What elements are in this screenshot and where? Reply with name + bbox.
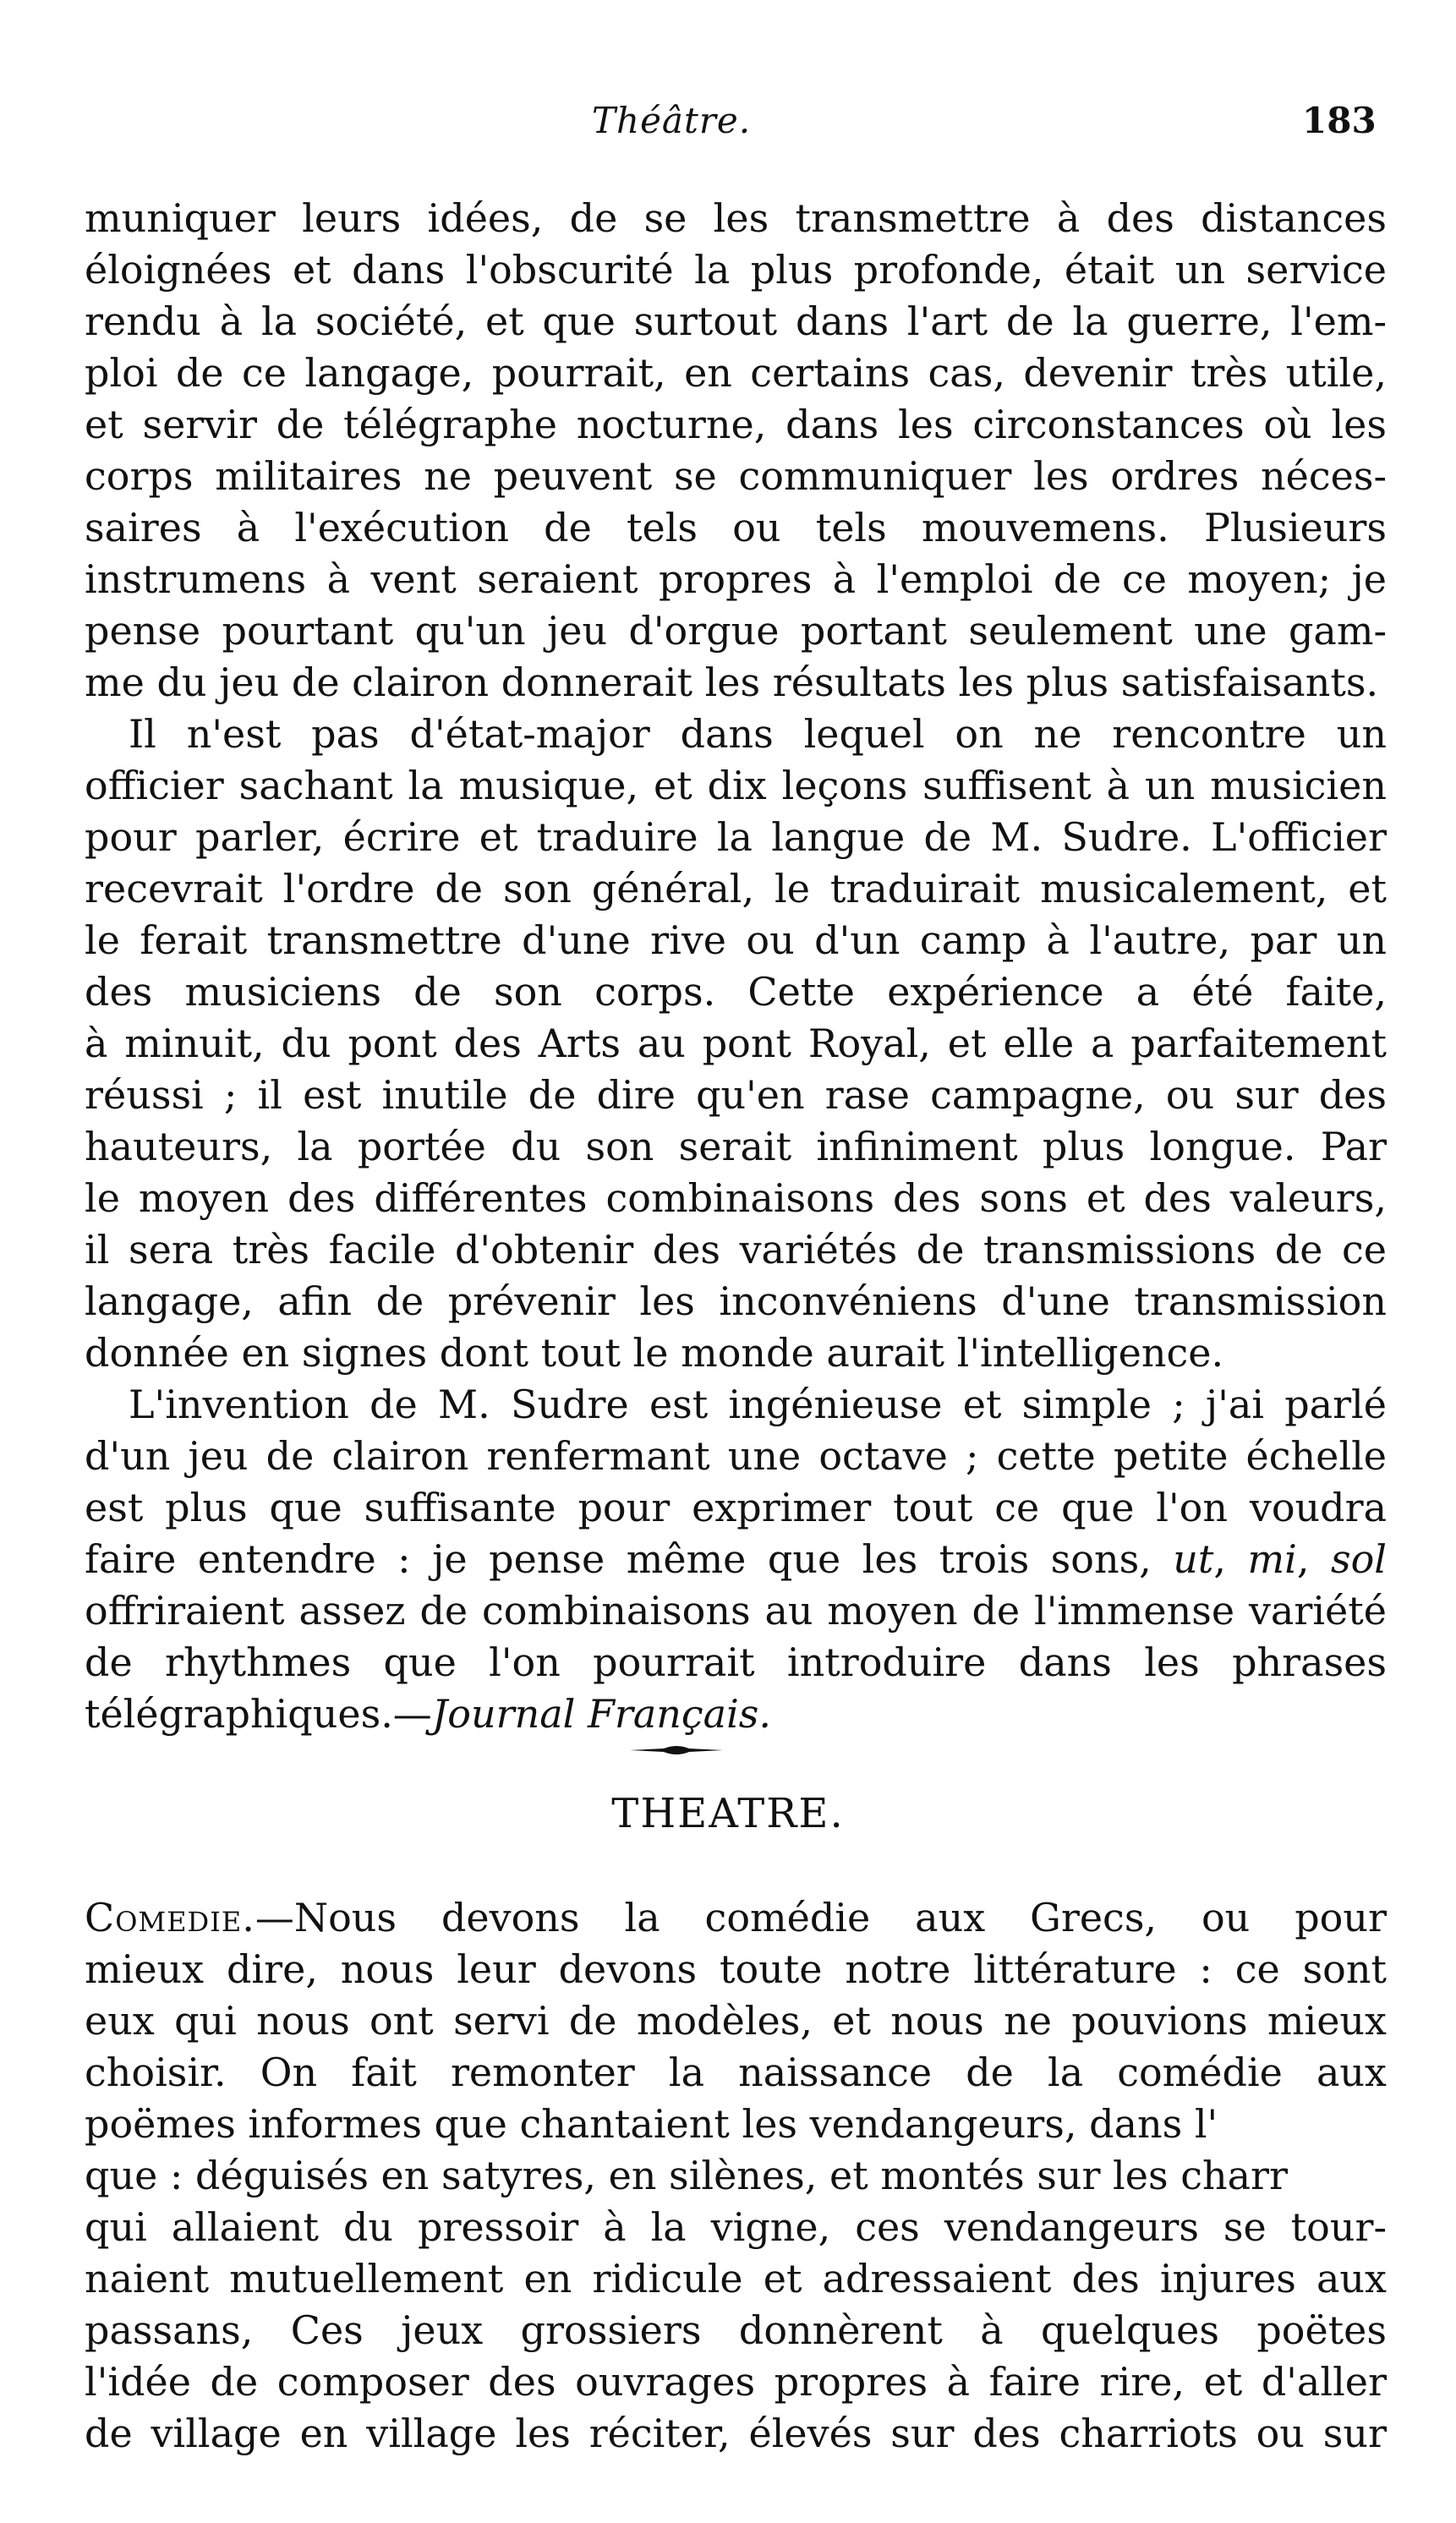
text-line: instrumens à vent seraient propres à l'emploi de ce moyen; je [85,556,1387,602]
text-line: d'un jeu de clairon renfermant une octave ; cette petite échelle [85,1433,1387,1479]
text-line: hauteurs, la portée du son serait infiniment plus longue. Par [85,1124,1387,1169]
text-line: que : déguisés en satyres, en silènes, et montés sur les charr [85,2153,1289,2198]
text-line: Il n'est pas d'état-major dans lequel on ne rencontre un [129,711,1387,757]
note-mi: mi [1247,1536,1297,1582]
text-line: des musiciens de son corps. Cette expérience a été faite, [85,969,1387,1015]
text-line-segment: faire entendre : je pense même que les trois sons, [85,1536,1152,1582]
text-line: ploi de ce langage, pourrait, en certains cas, devenir très utile, [85,350,1387,396]
text-line: est plus que suffisante pour exprimer tout ce que l'on voudra [85,1485,1387,1530]
text-line: éloignées et dans l'obscurité la plus profonde, était un service [85,247,1387,293]
text-line: langage, afin de prévenir les inconvéniens d'une transmission [85,1278,1387,1324]
text-line: de village en village les réciter, élevés sur des charriots ou sur [85,2411,1387,2456]
text-line: faire entendre : je pense même que les trois sons, ut, mi, sol [85,1536,1387,1582]
text-line: à minuit, du pont des Arts au pont Royal, et elle a parfaitement [85,1021,1387,1066]
text-line: pense pourtant qu'un jeu d'orgue portant seulement une gam- [85,608,1387,654]
note-sol: sol [1330,1536,1387,1582]
text-line: pour parler, écrire et traduire la langue de M. Sudre. L'officier [85,814,1387,860]
text-line-segment: —Nous devons la comédie aux Grecs, ou pour [255,1895,1387,1940]
text-line: mieux dire, nous leur devons toute notre littérature : ce sont [85,1946,1387,1992]
text-line: saires à l'exécution de tels ou tels mouvemens. Plusieurs [85,505,1387,550]
text-line: corps militaires ne peuvent se communiquer les ordres néces- [85,453,1387,499]
text-line-segment: télégraphiques.— [85,1691,432,1737]
text-line [85,1892,1387,1944]
text-line: offriraient assez de combinaisons au moyen de l'immense variété [85,1588,1387,1634]
text-line: le ferait transmettre d'une rive ou d'un camp à l'autre, par un [85,917,1387,963]
text-line: muniquer leurs idées, de se les transmettre à des distances [85,195,1387,241]
body-text-section-2 [85,1892,1387,2460]
source-citation: Journal Français. [431,1691,772,1737]
text-line: choisir. On fait remonter la naissance de la comédie aux [85,2050,1387,2095]
text-line: passans, Ces jeux grossiers donnèrent à quelques poëtes [85,2307,1387,2353]
page-number: 183 [1302,100,1377,141]
text-line [85,1688,1387,1740]
note-ut: ut [1173,1536,1214,1582]
section-heading: THEATRE. [611,1790,845,1837]
text-line: poëmes informes que chantaient les vendangeurs, dans l' [85,2101,1218,2147]
ornamental-rule-icon [630,1742,723,1759]
text-line: et servir de télégraphe nocturne, dans les circonstances où les [85,402,1387,447]
running-title: Théâtre. [592,100,752,141]
ornamental-rule [630,1742,723,1762]
text-line: réussi ; il est inutile de dire qu'en rase campagne, ou sur des [85,1072,1387,1118]
text-line: il sera très facile d'obtenir des variétés de transmissions de ce [85,1227,1387,1272]
text-line: qui allaient du pressoir à la vigne, ces vendangeurs se tour- [85,2204,1387,2250]
text-line: me du jeu de clairon donnerait les résultats les plus satisfaisants. [85,659,1379,705]
text-line: l'idée de composer des ouvrages propres à faire rire, et d'aller [85,2359,1387,2405]
text-line: eux qui nous ont servi de modèles, et nous ne pouvions mieux [85,1998,1387,2044]
text-line: donnée en signes dont tout le monde aurait l'intelligence. [85,1330,1224,1376]
text-line: naient mutuellement en ridicule et adressaient des injures aux [85,2256,1387,2301]
running-head [0,100,1456,151]
text-line: officier sachant la musique, et dix leçons suffisent à un musicien [85,763,1387,808]
text-line: recevrait l'ordre de son général, le traduirait musicalement, et [85,866,1387,911]
body-text-section-1 [85,193,1387,1740]
text-line: de rhythmes que l'on pourrait introduire dans les phrases [85,1639,1387,1685]
text-line: L'invention de M. Sudre est ingénieuse et simple ; j'ai parlé [129,1382,1387,1427]
text-line: le moyen des différentes combinaisons des sons et des valeurs, [85,1175,1387,1221]
lead-term: Comedie. [85,1895,255,1940]
text-line: rendu à la société, et que surtout dans l'art de la guerre, l'em- [85,298,1387,344]
